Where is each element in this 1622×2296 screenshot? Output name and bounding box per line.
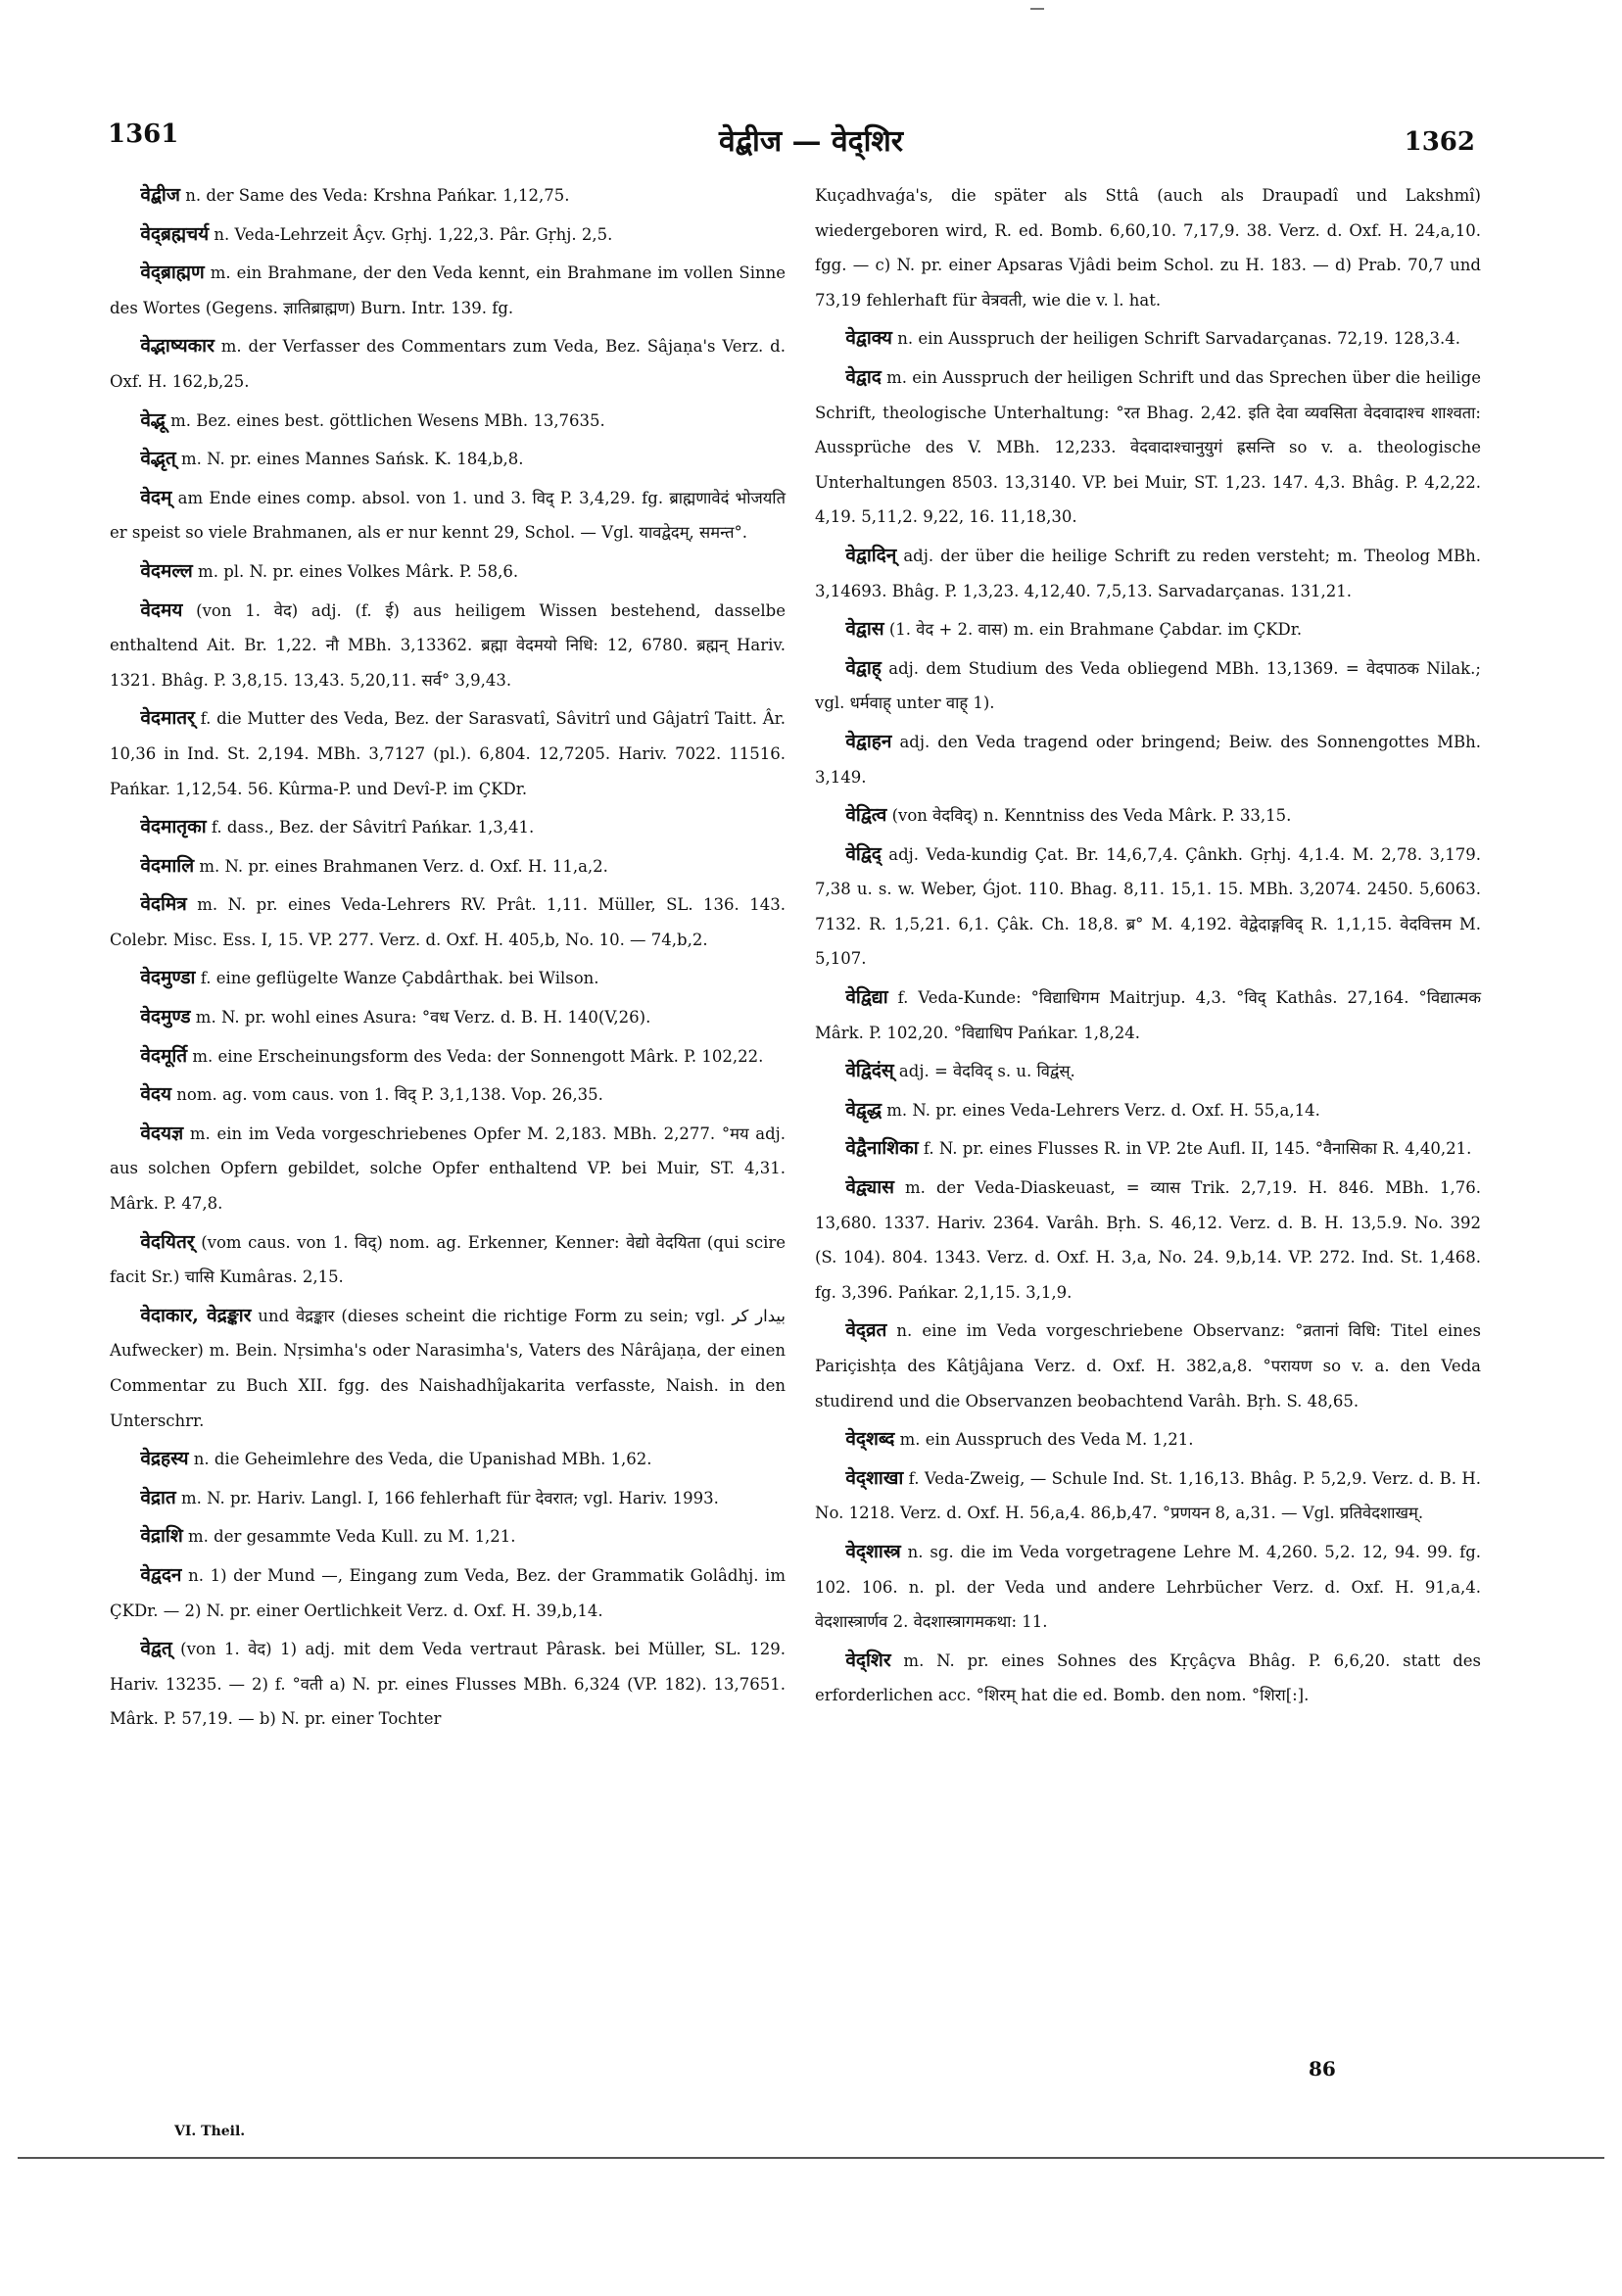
dictionary-entry	[815, 981, 1481, 1050]
dictionary-entry	[815, 651, 1481, 721]
entry-text: (von 1. वेद) 1) adj. mit dem Veda vertraut Pârask. bei Müller, SL. 129. Hariv. 13235. — 2) f. °वती a) N. pr. eines Flusses MBh. 6,324 (VP. 182). 13,7651. Mârk. P. 57,19. — b) N. pr. einer Tochter	[110, 1640, 786, 1729]
entry-headword: वेद्ब्राह्मण	[140, 262, 205, 284]
entry-text: n. Veda-Lehrzeit Âçv. Gṛhj. 1,22,3. Pâr. Gṛhj. 2,5.	[209, 224, 613, 244]
entry-text: n. 1) der Mund —, Eingang zum Veda, Bez. der Grammatik Golâdhj. im ÇKDr. — 2) N. pr. einer Oertlichkeit Verz. d. Oxf. H. 39,b,14.	[110, 1565, 786, 1620]
page-number-left: 1361	[108, 120, 179, 149]
entry-headword: वेद्ब्रह्मचर्य	[140, 222, 210, 245]
dictionary-entry	[815, 612, 1481, 647]
entry-headword: वेद्भू	[140, 408, 166, 431]
entry-text: m. N. pr. eines Veda-Lehrers RV. Prât. 1,11. Müller, SL. 136. 143. Colebr. Misc. Ess. I, 15. VP. 277. Verz. d. Oxf. H. 405,b, No. 10. — 74,b,2.	[110, 895, 786, 949]
entry-text: m. N. pr. Hariv. Langl. I, 166 fehlerhaft für देवरात; vgl. Hariv. 1993.	[175, 1488, 719, 1507]
dictionary-entry	[110, 1039, 786, 1075]
entry-headword: वेद्व्रत	[845, 1319, 887, 1342]
dictionary-entry	[110, 329, 786, 399]
entry-headword: वेद्वाद	[845, 365, 882, 388]
dictionary-entry	[110, 1632, 786, 1737]
entry-text: m. pl. N. pr. eines Volkes Mârk. P. 58,6.	[192, 561, 519, 581]
entry-text: m. N. pr. eines Veda-Lehrers Verz. d. Oxf. H. 55,a,14.	[882, 1100, 1320, 1120]
entry-headword: वेद्बीज	[140, 184, 180, 206]
entry-headword: वेद्रहस्य	[140, 1448, 189, 1470]
dictionary-entry	[815, 1644, 1481, 1713]
entry-headword: वेदमुण्ड	[140, 1006, 191, 1028]
entry-headword: वेद्शिर	[845, 1649, 891, 1671]
dictionary-entry	[110, 481, 786, 550]
entry-headword: वेदय	[140, 1083, 172, 1106]
entry-headword: वेद्वास	[845, 618, 884, 641]
signature-mark: 86	[1309, 2057, 1336, 2081]
dictionary-entry	[815, 1093, 1481, 1128]
entry-headword: वेदमय	[140, 598, 183, 621]
entry-headword: वेद्वाह्	[845, 656, 882, 679]
dictionary-entry	[815, 360, 1481, 535]
entry-headword: वेदाकार, वेद्रङ्कार	[140, 1304, 252, 1326]
entry-headword: वेद्विद्	[845, 842, 882, 865]
entry-text: m. ein Brahmane, der den Veda kennt, ein Brahmane im vollen Sinne des Wortes (Gegens. ज्ञातिब्राह्मण) Burn. Intr. 139. fg.	[110, 263, 786, 317]
entry-text: n. ein Ausspruch der heiligen Schrift Sarvadarçanas. 72,19. 128,3.4.	[891, 329, 1461, 349]
entry-text: m. eine Erscheinungsform des Veda: der Sonnengott Mârk. P. 102,22.	[187, 1046, 764, 1066]
entry-text: am Ende eines comp. absol. von 1. und 3. विद् P. 3,4,29. fg. ब्राह्मणावेदं भोजयति er speist so viele Brahmanen, als er nur kennt 29, Schol. — Vgl. यावद्वेदम्, समन्त°.	[110, 488, 786, 543]
dictionary-entry	[110, 1299, 786, 1438]
dictionary-entry	[110, 256, 786, 325]
entry-text: adj. der über die heilige Schrift zu reden versteht; m. Theolog MBh. 3,14693. Bhâg. P. 1,3,23. 4,12,40. 7,5,13. Sarvadarçanas. 131,21.	[815, 546, 1481, 600]
entry-headword: वेदमल्ल	[140, 559, 193, 582]
entry-text: (vom caus. von 1. विद्) nom. ag. Erkenner, Kenner: वेद्यो वेदयिता (qui scire facit Sr.) चासि Kumâras. 2,15.	[110, 1232, 786, 1287]
entry-headword: वेदमातर्	[140, 707, 195, 730]
page-number-right: 1362	[1404, 127, 1475, 157]
entry-headword: वेद्व्यास	[845, 1176, 894, 1199]
entry-text: m. Bez. eines best. göttlichen Wesens MBh. 13,7635.	[165, 410, 605, 430]
entry-text: m. N. pr. eines Sohnes des Kṛçâçva Bhâg. P. 6,6,20. statt des erforderlichen acc. °शिरम् hat die ed. Bomb. den nom. °शिरा[:].	[815, 1650, 1481, 1705]
dictionary-entry	[110, 554, 786, 590]
entry-text: (von वेदविद्) n. Kenntniss des Veda Mârk. P. 33,15.	[886, 806, 1292, 826]
dictionary-entry	[815, 1054, 1481, 1089]
entry-headword: वेद्विद्या	[845, 986, 888, 1009]
entry-headword: वेद्शास्त्र	[845, 1540, 901, 1562]
entry-text: Kuçadhvaǵa's, die später als Sttâ (auch als Draupadî und Lakshmî) wiedergeboren wird, R. ed. Bomb. 6,60,10. 7,17,9. 38. Verz. d. Oxf. H. 24,a,10. fgg. — c) N. pr. einer Apsaras Vjâdi beim Schol. zu H. 183. — d) Prab. 70,7 und 73,19 fehlerhaft für वेत्रवती, wie die v. l. hat.	[815, 186, 1481, 310]
entry-headword: वेद्राशि	[140, 1525, 183, 1548]
entry-text: m. der Verfasser des Commentars zum Veda, Bez. Sâjaṇa's Verz. d. Oxf. H. 162,b,25.	[110, 337, 786, 391]
entry-text: adj. Veda-kundig Çat. Br. 14,6,7,4. Çânkh. Gṛhj. 4,1.4. M. 2,78. 3,179. 7,38 u. s. w. Weber, Ǵjot. 110. Bhag. 8,11. 15,1. 15. MBh. 3,2074. 2450. 5,6063. 7132. R. 1,5,21. 6,1. Çâk. Ch. 18,8. ब्र° M. 4,192. वेद्वेदाङ्गविद् R. 1,1,15. वेदवित्तम M. 5,107.	[815, 844, 1481, 969]
dictionary-entry	[815, 725, 1481, 794]
entry-text: f. die Mutter des Veda, Bez. der Sarasvatî, Sâvitrî und Gâjatrî Taitt. Âr. 10,36 in Ind. St. 2,194. MBh. 3,7127 (pl.). 6,804. 12,7205. Hariv. 7022. 11516. Pańkar. 1,12,54. 56. Kûrma-P. und Devî-P. im ÇKDr.	[110, 709, 786, 798]
entry-text: nom. ag. vom caus. von 1. विद् P. 3,1,138. Vop. 26,35.	[171, 1085, 603, 1105]
entry-headword: वेद्रात	[140, 1486, 176, 1508]
entry-headword: वेदयज्ञ	[140, 1122, 184, 1144]
entry-text: m. N. pr. eines Mannes Sańsk. K. 184,b,8.	[175, 450, 524, 469]
entry-text: m. ein im Veda vorgeschriebenes Opfer M. 2,183. MBh. 2,277. °मय adj. aus solchen Opfern gebildet, solche Opfer enthaltend VP. bei Muir, ST. 4,31. Mârk. P. 47,8.	[110, 1124, 786, 1214]
dictionary-entry	[815, 178, 1481, 317]
entry-text: m. ein Ausspruch der heiligen Schrift und das Sprechen über die heilige Schrift, theologische Unterhaltung: °रत Bhag. 2,42. इति देवा व्यवसिता वेदवादाश्च शाश्वता: Aussprüche des V. MBh. 12,233. वेदवादाश्चानुयुगं ह्रसन्ति so v. a. theologische Unterhaltungen 8503. 13,3140. VP. bei Muir, ST. 1,23. 147. 4,3. Bhâg. P. 4,2,22. 4,19. 5,11,2. 9,22, 16. 11,18,30.	[815, 367, 1481, 527]
right-column	[815, 178, 1481, 1717]
entry-headword: वेद्भाष्यकार	[140, 335, 215, 358]
entry-headword: वेद्भृत्	[140, 448, 176, 470]
bottom-rule	[18, 2157, 1604, 2159]
entry-headword: वेद्वाहन	[845, 730, 892, 752]
dictionary-entry	[815, 1461, 1481, 1531]
dictionary-entry	[110, 1442, 786, 1477]
entry-headword: वेदमातृका	[140, 816, 207, 838]
entry-headword: वेद्शब्द	[845, 1428, 895, 1451]
dictionary-entry	[110, 810, 786, 845]
entry-text: adj. = वेदविद् s. u. विद्वंस्.	[893, 1062, 1075, 1081]
dictionary-entry	[110, 887, 786, 957]
entry-headword: वेद्शाखा	[845, 1466, 904, 1489]
entry-headword: वेद्वत्	[140, 1638, 172, 1660]
entry-text: n. sg. die im Veda vorgetragene Lehre M. 4,260. 5,2. 12, 94. 99. fg. 102. 106. n. pl. der Veda und andere Lehrbücher Verz. d. Oxf. H. 91,a,4. वेदशास्त्रार्णव 2. वेदशास्त्रागमकथा: 11.	[815, 1542, 1481, 1632]
entry-text: n. die Geheimlehre des Veda, die Upanishad MBh. 1,62.	[188, 1450, 652, 1469]
entry-text: und वेद्रङ्कार (dieses scheint die richtige Form zu sein; vgl. بيدار كر Aufwecker) m. Bein. Nṛsimha's oder Narasimha's, Vaters des Nârâjaṇa, der einen Commentar zu Buch XII. fgg. des Naishadhîjakarita verfasste, Naish. in den Unterschrr.	[110, 1306, 786, 1430]
entry-text: f. Veda-Kunde: °विद्याधिगम Maitrjup. 4,3. °विद् Kathâs. 27,164. °विद्यात्मक Mârk. P. 102,20. °विद्याधिप Pańkar. 1,8,24.	[815, 988, 1481, 1042]
entry-text: f. eine geflügelte Wanze Çabdârthak. bei Wilson.	[195, 969, 599, 988]
dictionary-entry	[110, 594, 786, 698]
dictionary-entry	[110, 1481, 786, 1516]
top-mark	[1030, 8, 1044, 10]
entry-headword: वेद्वाक्य	[845, 327, 892, 350]
entry-text: f. N. pr. eines Flusses R. in VP. 2te Aufl. II, 145. °वैनासिका R. 4,40,21.	[918, 1139, 1472, 1159]
dictionary-entry	[815, 539, 1481, 608]
entry-text: n. der Same des Veda: Krshna Pańkar. 1,12,75.	[179, 186, 570, 205]
dictionary-entry	[110, 404, 786, 439]
dictionary-entry	[815, 1314, 1481, 1418]
dictionary-entry	[110, 178, 786, 214]
dictionary-entry	[110, 442, 786, 477]
entry-text: f. Veda-Zweig, — Schule Ind. St. 1,16,13. Bhâg. P. 5,2,9. Verz. d. B. H. No. 1218. Verz. d. Oxf. H. 56,a,4. 86,b,47. °प्रणयन 8, a,31. — Vgl. प्रतिवेदशाखम्.	[815, 1468, 1481, 1523]
dictionary-entry	[815, 1131, 1481, 1167]
entry-headword: वेद्वादिन्	[845, 544, 897, 566]
entry-text: f. dass., Bez. der Sâvitrî Pańkar. 1,3,41.	[206, 818, 535, 837]
dictionary-entry	[110, 1225, 786, 1295]
entry-text: m. N. pr. wohl eines Asura: °वध Verz. d. B. H. 140(V,26).	[190, 1008, 651, 1028]
left-column	[110, 178, 786, 1741]
entry-headword: वेदमालि	[140, 854, 195, 877]
dictionary-entry	[110, 1000, 786, 1035]
entry-text: adj. den Veda tragend oder bringend; Beiw. des Sonnengottes MBh. 3,149.	[815, 732, 1481, 787]
dictionary-entry	[110, 1519, 786, 1555]
dictionary-entry	[815, 1422, 1481, 1458]
entry-text: adj. dem Studium des Veda obliegend MBh. 13,1369. = वेदपाठक Nilak.; vgl. धर्मवाह् unter वाह् 1).	[815, 658, 1481, 713]
entry-headword: वेदम्	[140, 486, 172, 508]
entry-text: m. N. pr. eines Brahmanen Verz. d. Oxf. H. 11,a,2.	[194, 856, 608, 876]
dictionary-entry	[815, 1535, 1481, 1640]
dictionary-entry	[110, 849, 786, 885]
entry-headword: वेदयितर्	[140, 1230, 195, 1253]
dictionary-entry	[110, 1558, 786, 1628]
dictionary-entry	[815, 798, 1481, 834]
entry-headword: वेद्वदन	[140, 1563, 182, 1586]
entry-text: m. ein Ausspruch des Veda M. 1,21.	[894, 1430, 1194, 1450]
page-header	[0, 120, 1622, 168]
dictionary-entry	[110, 1117, 786, 1221]
dictionary-entry	[110, 217, 786, 253]
entry-text: (1. वेद + 2. वास) m. ein Brahmane Çabdar. im ÇKDr.	[883, 620, 1303, 640]
dictionary-entry	[110, 1077, 786, 1113]
entry-headword: वेद्वैनाशिका	[845, 1137, 919, 1160]
volume-note: VI. Theil.	[174, 2124, 246, 2139]
dictionary-entry	[815, 1171, 1481, 1310]
dictionary-entry	[110, 961, 786, 996]
entry-headword: वेद्वृद्ध	[845, 1098, 883, 1121]
entry-headword: वेदमित्र	[140, 893, 187, 916]
entry-headword: वेदमूर्ति	[140, 1044, 188, 1067]
dictionary-entry	[110, 701, 786, 806]
entry-headword: वेद्वित्व	[845, 804, 887, 827]
entry-text: n. eine im Veda vorgeschriebene Observanz: °व्रतानां विधि: Titel eines Pariçishṭa des Kâtjâjana Verz. d. Oxf. H. 382,a,8. °परायण so v. a. den Veda studirend und die Observanzen beobachtend Varâh. Bṛh. S. 48,65.	[815, 1321, 1481, 1411]
entry-headword: वेदमुण्डा	[140, 967, 196, 989]
dictionary-entry	[815, 321, 1481, 357]
entry-headword: वेद्विदंस्	[845, 1060, 894, 1082]
dictionary-entry	[815, 837, 1481, 977]
entry-text: m. der gesammte Veda Kull. zu M. 1,21.	[182, 1527, 516, 1547]
entry-text: (von 1. वेद) adj. (f. ई) aus heiligem Wissen bestehend, dasselbe enthaltend Ait. Br. 1,22. नौ MBh. 3,13362. ब्रह्मा वेदमयो निधि: 12, 6780. ब्रह्मन् Hariv. 1321. Bhâg. P. 3,8,15. 13,43. 5,20,11. सर्व° 3,9,43.	[110, 600, 786, 690]
entry-text: m. der Veda-Diaskeuast, = व्यास Trik. 2,7,19. H. 846. MBh. 1,76. 13,680. 1337. Hariv. 2364. Varâh. Bṛh. S. 46,12. Verz. d. B. H. 13,5.9. No. 392 (S. 104). 804. 1343. Verz. d. Oxf. H. 3,a, No. 24. 9,b,14. VP. 272. Ind. St. 1,468. fg. 3,396. Pańkar. 2,1,15. 3,1,9.	[815, 1178, 1481, 1302]
running-title: वेद्बीज — वेद्शिर	[718, 124, 904, 159]
